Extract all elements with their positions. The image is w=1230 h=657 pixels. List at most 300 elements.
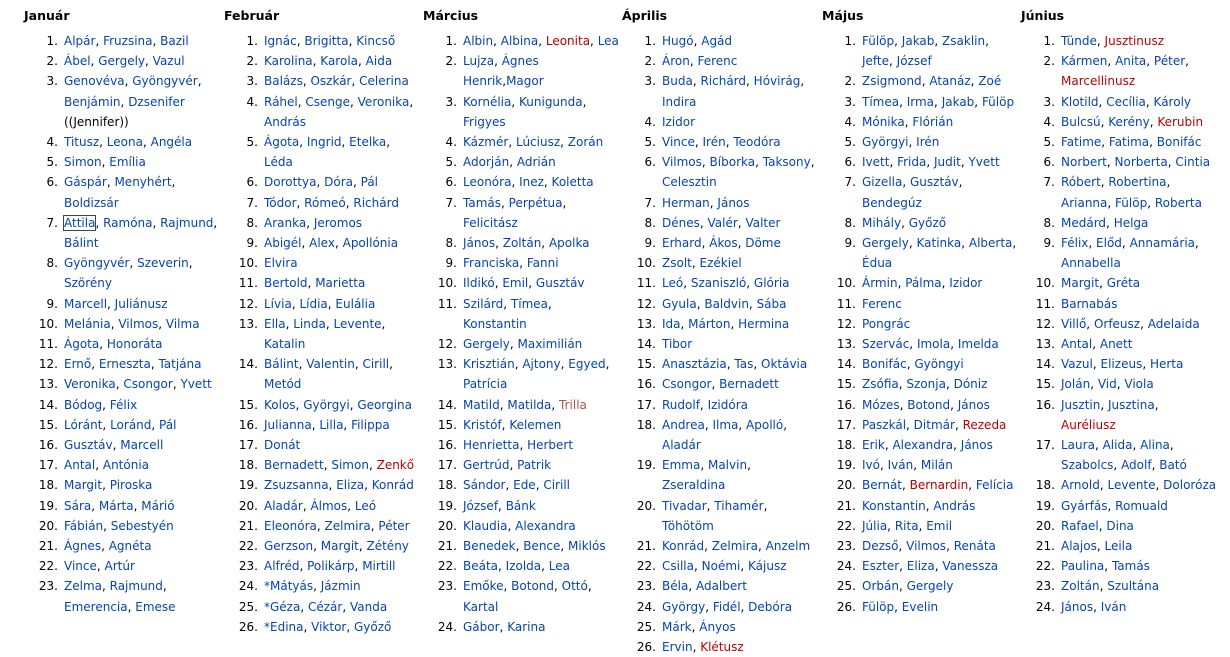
name-link[interactable]: Vilmos xyxy=(118,316,159,331)
name-link[interactable]: Gyöngyvér xyxy=(132,74,198,89)
name-link[interactable]: Erhard xyxy=(662,236,702,251)
name-link[interactable]: Gyöngyvér xyxy=(64,256,130,271)
name-link[interactable]: Tivadar xyxy=(662,498,707,513)
name-link[interactable]: Irén xyxy=(702,135,726,150)
name-link[interactable]: Adolf xyxy=(1121,458,1152,473)
name-link[interactable]: Celesztin xyxy=(662,175,717,190)
name-link[interactable]: Fruzsina xyxy=(103,34,153,48)
name-link[interactable]: Erik xyxy=(862,438,885,453)
name-link[interactable]: Ferenc xyxy=(697,54,738,69)
name-link[interactable]: Benedek xyxy=(463,539,516,554)
name-link[interactable]: Gréta xyxy=(1106,276,1141,291)
name-link[interactable]: Dóra xyxy=(324,175,353,190)
name-link[interactable]: Medárd xyxy=(1061,215,1107,230)
name-link[interactable]: Lúciusz xyxy=(515,135,561,150)
name-link[interactable]: Renáta xyxy=(953,539,996,554)
name-link[interactable]: Polikárp xyxy=(307,559,355,574)
name-link[interactable]: Alina xyxy=(1140,438,1170,453)
name-link[interactable]: Imola xyxy=(916,337,951,352)
name-link[interactable]: Aladár xyxy=(264,498,303,513)
name-link[interactable]: Péter xyxy=(378,518,410,533)
name-link[interactable]: Noémi xyxy=(701,559,741,574)
name-link[interactable]: Gusztáv xyxy=(64,438,113,453)
name-link[interactable]: Emília xyxy=(109,155,146,170)
name-link[interactable]: Szeverin xyxy=(137,256,189,271)
name-link[interactable]: Donát xyxy=(264,438,301,453)
name-link[interactable]: Celerina xyxy=(359,74,409,89)
name-link[interactable]: Imelda xyxy=(957,337,999,352)
name-link[interactable]: Konrád xyxy=(371,478,414,493)
name-link[interactable]: Csilla xyxy=(662,559,694,574)
name-link[interactable]: Klotild xyxy=(1061,94,1099,109)
name-link[interactable]: Cézár xyxy=(307,599,343,614)
name-link[interactable]: Kerény xyxy=(1108,114,1150,129)
name-link[interactable]: Győző xyxy=(354,619,392,634)
name-link[interactable]: Szabolcs xyxy=(1061,458,1114,473)
name-link[interactable]: Evelin xyxy=(901,599,939,614)
name-link[interactable]: Márta xyxy=(98,498,134,513)
name-link[interactable]: Orfeusz xyxy=(1093,316,1141,331)
name-link[interactable]: Cecília xyxy=(1106,94,1146,109)
name-link[interactable]: Jefte xyxy=(862,54,890,69)
name-link[interactable]: Ajtony xyxy=(522,357,561,372)
name-link[interactable]: *Géza xyxy=(264,599,301,614)
name-link[interactable]: Judit xyxy=(934,155,961,170)
name-link[interactable]: Zoé xyxy=(978,74,1002,89)
name-link[interactable]: Fülöp xyxy=(981,94,1015,109)
name-link[interactable]: Vilmos xyxy=(662,155,702,170)
name-link[interactable]: Irén xyxy=(916,135,940,150)
name-link[interactable]: Eszter xyxy=(862,559,900,574)
name-link[interactable]: Norberta xyxy=(1114,155,1168,170)
name-link[interactable]: Gergely xyxy=(98,54,146,69)
name-link[interactable]: Menyhért xyxy=(114,175,172,190)
name-link[interactable]: Simon xyxy=(331,458,369,473)
name-link[interactable]: Romuald xyxy=(1115,498,1168,513)
name-link[interactable]: Gertrúd xyxy=(463,458,510,473)
name-link[interactable]: Maximilián xyxy=(517,337,583,352)
name-link[interactable]: Izolda xyxy=(505,559,542,574)
name-link[interactable]: Arianna xyxy=(1061,195,1108,210)
name-link[interactable]: Debóra xyxy=(748,599,793,614)
name-link[interactable]: Marcell xyxy=(64,296,108,311)
name-link[interactable]: Alpár xyxy=(64,34,96,48)
name-link[interactable]: Villő xyxy=(1061,316,1087,331)
name-link[interactable]: Sándor xyxy=(463,478,506,493)
name-link[interactable]: Jeromos xyxy=(313,215,363,230)
name-link[interactable]: Alfréd xyxy=(264,559,300,574)
name-link[interactable]: Herman xyxy=(662,195,710,210)
name-link[interactable]: Mirtill xyxy=(362,559,396,574)
name-link[interactable]: Iván xyxy=(1100,599,1127,614)
name-link[interactable]: Viktor xyxy=(311,619,347,634)
name-link[interactable]: Hóvirág xyxy=(753,74,801,89)
name-link[interactable]: Margit xyxy=(1061,276,1100,291)
name-link[interactable]: Patrícia xyxy=(463,377,508,392)
name-link[interactable]: Elizeus xyxy=(1100,357,1143,372)
name-link[interactable]: Dzsenifer xyxy=(128,94,185,109)
name-link[interactable]: Júlia xyxy=(862,518,888,533)
name-link[interactable]: Fülöp xyxy=(862,599,895,614)
name-link[interactable]: Györgyi xyxy=(303,397,350,412)
name-link[interactable]: Richárd xyxy=(700,74,747,89)
name-link[interactable]: Alajos xyxy=(1061,539,1097,554)
name-link[interactable]: Emőke xyxy=(463,579,504,594)
name-link[interactable]: Genovéva xyxy=(64,74,125,89)
name-link[interactable]: Gusztáv xyxy=(909,175,959,190)
name-link[interactable]: Marietta xyxy=(315,276,366,291)
name-link[interactable]: Vilmos xyxy=(906,539,947,554)
name-link[interactable]: Emese xyxy=(135,599,176,614)
name-link[interactable]: Bulcsú xyxy=(1061,114,1101,129)
name-link[interactable]: Kármen xyxy=(1061,54,1108,69)
name-link[interactable]: Cirill xyxy=(362,357,390,372)
name-link[interactable]: Jakab xyxy=(941,94,975,109)
name-link[interactable]: Katalin xyxy=(264,337,306,352)
name-link[interactable]: Léda xyxy=(264,155,293,170)
name-link[interactable]: Klétusz xyxy=(700,640,744,655)
name-link[interactable]: Lídia xyxy=(299,296,328,311)
name-link[interactable]: Zelma xyxy=(64,579,102,594)
name-link[interactable]: Kájusz xyxy=(748,559,787,574)
name-link[interactable]: Valér xyxy=(707,215,738,230)
name-link[interactable]: Matilda xyxy=(507,397,552,412)
name-link[interactable]: György xyxy=(662,599,706,614)
name-link[interactable]: Ágnes xyxy=(64,539,102,554)
name-link[interactable]: Ditmár xyxy=(913,417,955,432)
name-link[interactable]: Veronika xyxy=(357,94,410,109)
name-link[interactable]: Konstantin xyxy=(463,316,527,331)
name-link[interactable]: Gergely xyxy=(463,337,510,352)
name-link[interactable]: Artúr xyxy=(104,559,135,574)
name-link[interactable]: Ivó xyxy=(862,458,880,473)
name-link[interactable]: Malvin xyxy=(707,458,748,473)
name-link[interactable]: Ildikó xyxy=(463,276,495,291)
name-link[interactable]: Leila xyxy=(1104,539,1133,554)
name-link[interactable]: Robertina xyxy=(1108,175,1167,190)
name-link[interactable]: Kunigunda xyxy=(519,94,583,109)
name-link[interactable]: Atanáz xyxy=(929,74,971,89)
name-link[interactable]: Pongrác xyxy=(862,316,911,331)
name-link[interactable]: Gergely xyxy=(862,236,909,251)
name-link[interactable]: Ella xyxy=(264,316,286,331)
name-link[interactable]: Péter xyxy=(1153,54,1186,69)
name-link[interactable]: Sába xyxy=(756,296,787,311)
name-link[interactable]: Valentin xyxy=(306,357,355,372)
name-link[interactable]: Mózes xyxy=(862,397,900,412)
name-link[interactable]: Bernadett xyxy=(719,377,779,392)
name-link[interactable]: Anasztázia xyxy=(662,357,727,372)
name-link[interactable]: Auréliusz xyxy=(1061,417,1116,432)
name-link[interactable]: János xyxy=(463,236,496,251)
name-link[interactable]: Baldvin xyxy=(704,296,749,311)
name-link[interactable]: Cintia xyxy=(1175,155,1211,170)
name-link[interactable]: Adrián xyxy=(516,155,556,170)
name-link[interactable]: Kázmér xyxy=(463,135,509,150)
name-link[interactable]: Dénes xyxy=(662,215,700,230)
name-link[interactable]: Dina xyxy=(1106,518,1134,533)
name-link[interactable]: Márk xyxy=(662,619,692,634)
name-link[interactable]: Ignác xyxy=(264,34,297,48)
name-link[interactable]: Jusztina xyxy=(1107,397,1155,412)
name-link[interactable]: Teodóra xyxy=(733,135,781,150)
name-link[interactable]: Édua xyxy=(862,256,893,271)
name-link[interactable]: Iván xyxy=(887,458,914,473)
name-link[interactable]: Ezékiel xyxy=(699,256,742,271)
name-link[interactable]: Alida xyxy=(1102,438,1133,453)
name-link[interactable]: Annabella xyxy=(1061,256,1121,271)
name-link[interactable]: Bernát xyxy=(862,478,903,493)
name-link[interactable]: Fatima xyxy=(1108,135,1150,150)
name-link[interactable]: Ervin xyxy=(662,640,693,655)
name-link[interactable]: Alberta xyxy=(968,236,1013,251)
name-link[interactable]: Etelka xyxy=(349,135,387,150)
name-link[interactable]: Georgina xyxy=(357,397,413,412)
name-link[interactable]: Orbán xyxy=(862,579,899,594)
name-link[interactable]: Izidor xyxy=(949,276,983,291)
name-link[interactable]: Előd xyxy=(1096,236,1122,251)
name-link[interactable]: Kolos xyxy=(264,397,296,412)
name-link[interactable]: Leó xyxy=(354,498,377,513)
name-link[interactable]: Bernardin xyxy=(909,478,969,493)
name-link[interactable]: Felicitász xyxy=(463,215,518,230)
name-link[interactable]: Ábel xyxy=(64,54,91,69)
name-link[interactable]: Mihály xyxy=(862,215,902,230)
name-link[interactable]: Tünde xyxy=(1061,34,1097,48)
name-link[interactable]: Félix xyxy=(109,397,138,412)
name-link[interactable]: Ramóna xyxy=(103,215,153,230)
name-link[interactable]: Álmos xyxy=(310,498,348,513)
name-link[interactable]: Oktávia xyxy=(761,357,808,372)
name-link[interactable]: Barnabás xyxy=(1061,296,1118,311)
name-link[interactable]: Annamária xyxy=(1129,236,1195,251)
name-link[interactable]: Zoltán xyxy=(502,236,542,251)
name-link[interactable]: Kincső xyxy=(356,34,396,48)
name-link[interactable]: Márton xyxy=(688,316,731,331)
name-link[interactable]: Katinka xyxy=(916,236,962,251)
name-link[interactable]: Apolló xyxy=(746,417,784,432)
name-link[interactable]: Ármin xyxy=(862,276,898,291)
name-link[interactable]: Károly xyxy=(1153,94,1192,109)
name-link[interactable]: Jusztin xyxy=(1061,397,1101,412)
name-link[interactable]: Ingrid xyxy=(306,135,342,150)
name-link[interactable]: Fidél xyxy=(712,599,741,614)
name-link[interactable]: Dóniz xyxy=(953,377,988,392)
name-link[interactable]: Zoltán xyxy=(1061,579,1100,594)
name-link[interactable]: Vilma xyxy=(165,316,200,331)
name-link[interactable]: Emma xyxy=(662,458,701,473)
name-link[interactable]: Antal xyxy=(1061,337,1093,352)
name-link[interactable]: Györgyi xyxy=(862,135,909,150)
name-link[interactable]: Ányos xyxy=(699,619,736,634)
name-link[interactable]: Roberta xyxy=(1154,195,1202,210)
name-link[interactable]: Norbert xyxy=(1061,155,1107,170)
name-link[interactable]: Márió xyxy=(141,498,175,513)
name-link[interactable]: Honoráta xyxy=(106,337,163,352)
name-link[interactable]: Valter xyxy=(745,215,781,230)
name-link[interactable]: Kartal xyxy=(463,599,499,614)
name-link[interactable]: Félix xyxy=(1061,236,1089,251)
name-link[interactable]: József xyxy=(463,498,499,513)
name-link[interactable]: Ida xyxy=(662,316,681,331)
name-link[interactable]: Paulina xyxy=(1061,559,1105,574)
name-link[interactable]: Doloróza xyxy=(1163,478,1217,493)
name-link[interactable]: Tibor xyxy=(662,337,693,352)
name-link[interactable]: Ferenc xyxy=(862,296,902,311)
name-link[interactable]: Bertold xyxy=(264,276,308,291)
name-link[interactable]: Eliza xyxy=(336,478,365,493)
name-link[interactable]: Zsolt xyxy=(662,256,692,271)
name-link[interactable]: Lilla xyxy=(319,417,344,432)
name-link[interactable]: Szervác xyxy=(862,337,910,352)
name-link[interactable]: Szonja xyxy=(906,377,946,392)
name-link[interactable]: Oszkár xyxy=(310,74,352,89)
name-link[interactable]: Albina xyxy=(500,34,539,48)
name-link[interactable]: Jakab xyxy=(901,34,935,48)
name-link[interactable]: Henrik xyxy=(463,74,503,89)
name-link[interactable]: Izidor xyxy=(662,114,696,129)
name-link[interactable]: Emerencia xyxy=(64,599,128,614)
name-link[interactable]: Elvira xyxy=(264,256,298,271)
name-link[interactable]: Fanni xyxy=(526,256,559,271)
name-link[interactable]: Leona xyxy=(106,135,143,150)
name-link[interactable]: Hugó xyxy=(662,34,694,48)
name-link[interactable]: Bódog xyxy=(64,397,103,412)
name-link[interactable]: Alex xyxy=(309,236,335,251)
name-link[interactable]: Margit xyxy=(64,478,103,493)
name-link[interactable]: Kornélia xyxy=(463,94,512,109)
name-link[interactable]: Margit xyxy=(320,539,359,554)
name-link[interactable]: Ákos xyxy=(709,236,738,251)
name-link[interactable]: Botond xyxy=(907,397,951,412)
name-link[interactable]: Richárd xyxy=(353,195,399,210)
name-link[interactable]: Helga xyxy=(1113,215,1149,230)
name-link[interactable]: Lujza xyxy=(463,54,495,69)
name-link[interactable]: Bendegúz xyxy=(862,195,922,210)
name-link[interactable]: Zsaklin xyxy=(942,34,986,48)
name-link[interactable]: Jusztinusz xyxy=(1104,34,1165,48)
name-link[interactable]: Koletta xyxy=(551,175,594,190)
name-link[interactable]: Mónika xyxy=(862,114,905,129)
name-link[interactable]: Tamás xyxy=(463,195,501,210)
name-link[interactable]: Bence xyxy=(523,539,561,554)
name-link[interactable]: Fábián xyxy=(64,518,104,533)
name-link[interactable]: Rajmund xyxy=(109,579,163,594)
name-link[interactable]: Cirill xyxy=(543,478,570,493)
name-link[interactable]: Tatjána xyxy=(158,357,202,372)
name-link[interactable]: Ágota xyxy=(264,135,300,150)
name-link[interactable]: Perpétua xyxy=(508,195,563,210)
name-link[interactable]: Frida xyxy=(897,155,927,170)
name-link[interactable]: Levente xyxy=(333,316,382,331)
name-link[interactable]: Bazil xyxy=(160,34,189,48)
name-link[interactable]: Laura xyxy=(1061,438,1095,453)
name-link[interactable]: Gyöngyi xyxy=(914,357,964,372)
name-link[interactable]: Tamás xyxy=(1111,559,1150,574)
name-link[interactable]: Győző xyxy=(908,215,947,230)
name-link[interactable]: Pál xyxy=(159,417,177,432)
name-link[interactable]: Trilla xyxy=(559,397,587,412)
name-link[interactable]: Jázmin xyxy=(320,579,361,594)
name-link[interactable]: Metód xyxy=(264,377,302,392)
name-link[interactable]: Ivett xyxy=(862,155,890,170)
name-link[interactable]: Agnéta xyxy=(108,539,152,554)
name-link[interactable]: Rezeda xyxy=(962,417,1007,432)
name-link[interactable]: Bonifác xyxy=(862,357,907,372)
name-link[interactable]: Veronika xyxy=(64,377,116,392)
name-link[interactable]: Filippa xyxy=(351,417,390,432)
name-link[interactable]: Áron xyxy=(662,54,690,69)
name-link[interactable]: *Mátyás xyxy=(264,579,314,594)
name-link[interactable]: Apollónia xyxy=(342,236,399,251)
name-link[interactable]: Izidóra xyxy=(707,397,748,412)
name-link[interactable]: Henrietta xyxy=(463,438,520,453)
name-link[interactable]: Bató xyxy=(1159,458,1187,473)
name-link[interactable]: Gáspár xyxy=(64,175,107,190)
name-link[interactable]: Gergely xyxy=(906,579,954,594)
name-link[interactable]: Abigél xyxy=(264,236,302,251)
name-link[interactable]: Aida xyxy=(365,54,393,69)
name-link[interactable]: Magor xyxy=(506,74,544,89)
name-link[interactable]: Lóránt xyxy=(64,417,103,432)
name-link[interactable]: Taksony xyxy=(762,155,811,170)
name-link[interactable]: Erneszta xyxy=(98,357,151,372)
name-link[interactable]: Zenkő xyxy=(376,458,415,473)
name-link[interactable]: Alexandra xyxy=(515,518,576,533)
name-link[interactable]: Hermina xyxy=(738,316,790,331)
name-link[interactable]: Vid xyxy=(1097,377,1117,392)
name-link[interactable]: Konrád xyxy=(662,539,705,554)
name-link[interactable]: Buda xyxy=(662,74,693,89)
name-link[interactable]: Zsófia xyxy=(862,377,899,392)
name-link[interactable]: Beáta xyxy=(463,559,499,574)
name-link[interactable]: Leonóra xyxy=(463,175,512,190)
name-link[interactable]: Ágnes xyxy=(501,54,539,69)
name-link[interactable]: Dezső xyxy=(862,539,899,554)
name-link[interactable]: Yvett xyxy=(180,377,212,392)
name-link[interactable]: Zseraldina xyxy=(662,478,726,493)
name-link[interactable]: Adorján xyxy=(463,155,510,170)
name-link[interactable]: Szultána xyxy=(1107,579,1160,594)
name-link[interactable]: Melánia xyxy=(64,316,111,331)
name-link[interactable]: Eleonóra xyxy=(264,518,317,533)
name-link[interactable]: János xyxy=(960,438,993,453)
name-link[interactable]: Leonita xyxy=(545,34,591,48)
name-link[interactable]: Bíborka xyxy=(709,155,756,170)
name-link[interactable]: Rafael xyxy=(1061,518,1099,533)
name-link[interactable]: Ráhel xyxy=(264,94,298,109)
name-link[interactable]: Loránd xyxy=(110,417,152,432)
name-link[interactable]: Pálma xyxy=(905,276,942,291)
name-link[interactable]: Andrea xyxy=(662,417,705,432)
name-link[interactable]: Eliza xyxy=(906,559,935,574)
name-link[interactable]: Yvett xyxy=(968,155,1000,170)
name-link[interactable]: Botond xyxy=(511,579,555,594)
name-link[interactable]: Rudolf xyxy=(662,397,700,412)
name-link[interactable]: Ernő xyxy=(64,357,92,372)
name-link[interactable]: Gyárfás xyxy=(1061,498,1108,513)
name-link[interactable]: Glória xyxy=(753,276,790,291)
name-link[interactable]: Angéla xyxy=(150,135,193,150)
name-link[interactable]: Csongor xyxy=(662,377,712,392)
name-link[interactable]: Paszkál xyxy=(862,417,907,432)
name-link[interactable]: Alexandra xyxy=(892,438,954,453)
name-link[interactable]: Aranka xyxy=(264,215,307,230)
name-link[interactable]: Konstantin xyxy=(862,498,926,513)
name-link[interactable]: Tímea xyxy=(510,296,549,311)
name-link[interactable]: Anzelm xyxy=(765,539,811,554)
name-link[interactable]: András xyxy=(933,498,976,513)
